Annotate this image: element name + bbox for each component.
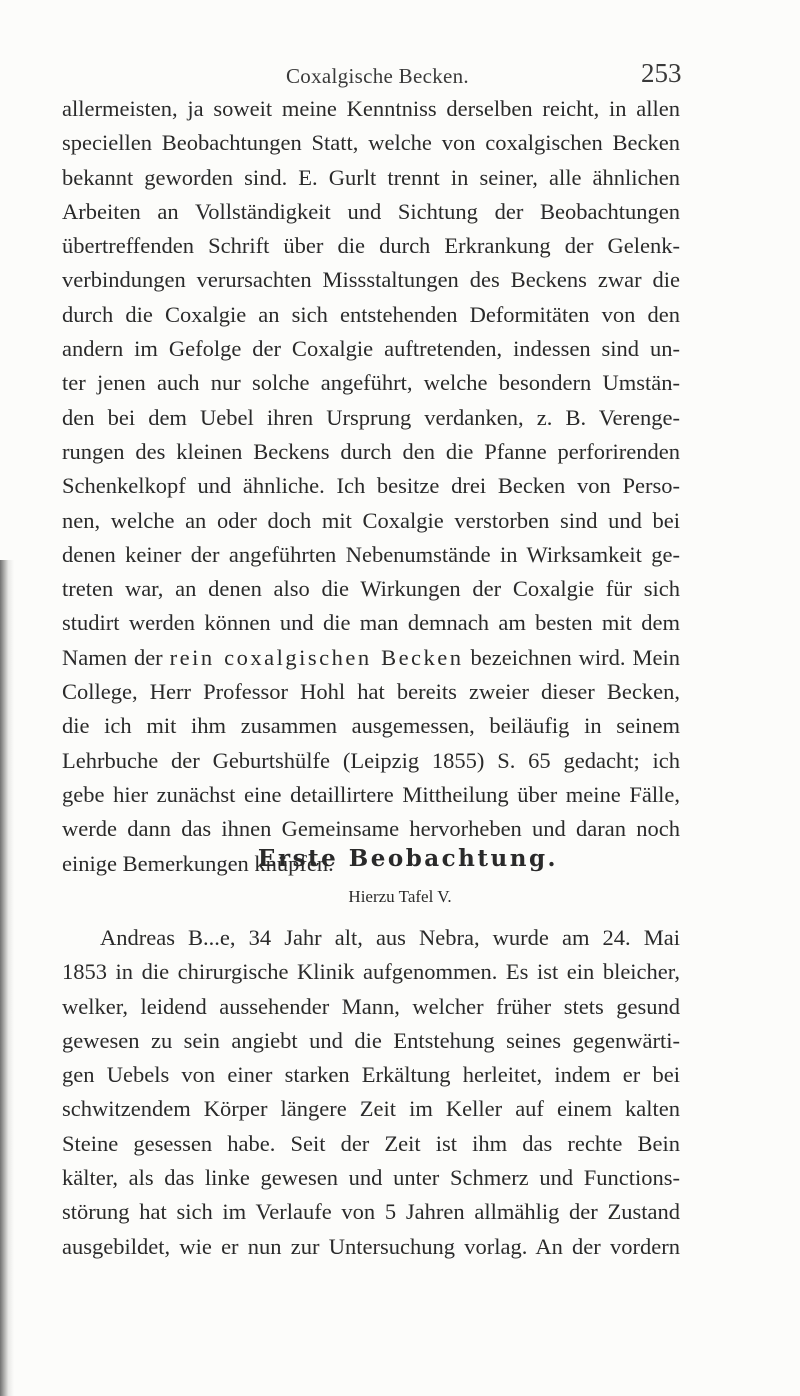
text-line: gen Uebels von einer starken Erkältung herleitet, indem er bei [62,1062,680,1088]
text-line: College, Herr Professor Hohl hat bereits zweier dieser Becken, [62,679,680,705]
text-line: Schenkelkopf und ähnliche. Ich besitze drei Becken von Perso- [62,473,680,499]
paragraph-continued [62,92,680,881]
text-line: nen, welche an oder doch mit Coxalgie verstorben sind und bei [62,507,680,533]
text-line: welker, leidend aussehender Mann, welcher früher stets gesund [62,993,680,1019]
text-line: treten war, an denen also die Wirkungen der Coxalgie für sich [62,576,680,602]
text-line: ter jenen auch nur solche angeführt, welche besondern Umstän- [62,370,680,396]
text-line: bekannt geworden sind. E. Gurlt trennt in seiner, alle ähnlichen [62,164,680,190]
text-line: speciellen Beobachtungen Statt, welche von coxalgischen Becken [62,130,680,156]
text-line: übertreffenden Schrift über die durch Erkrankung der Gelenk- [62,233,680,259]
text-line: schwitzendem Körper längere Zeit im Keller auf einem kalten [62,1096,680,1122]
text-line: werde dann das ihnen Gemeinsame hervorheben und daran noch [62,816,680,842]
running-title: Coxalgische Becken. [286,64,469,88]
text-line: ausgebildet, wie er nun zur Untersuchung vorlag. An der vordern [62,1233,680,1259]
page-number: 253 [641,58,682,88]
text-line: rungen des kleinen Beckens durch den die Pfanne perforirenden [62,438,680,464]
text-line: verbindungen verursachten Missstaltungen des Beckens zwar die [62,267,680,293]
text-line: einige Bemerkungen knüpfen. [62,850,334,876]
text-line: Andreas B...e, 34 Jahr alt, aus Nebra, wurde am 24. Mai [100,925,680,950]
text-line: den bei dem Uebel ihren Ursprung verdanken, z. B. Verenge- [62,404,680,430]
section-subheading: Hierzu Tafel V. [348,887,452,906]
text-line: allermeisten, ja soweit meine Kenntniss derselben reicht, in allen [62,96,680,121]
text-line: gebe hier zunächst eine detaillirtere Mittheilung über meine Fälle, [62,781,680,807]
text-line: Lehrbuche der Geburtshülfe (Leipzig 1855) S. 65 gedacht; ich [62,747,680,773]
text-line: andern im Gefolge der Coxalgie auftretenden, indessen sind un- [62,336,680,362]
text-line: kälter, als das linke gewesen und unter Schmerz und Functions- [62,1165,680,1191]
text-fragment: Namen der [62,644,163,670]
text-line: 1853 in die chirurgische Klinik aufgenommen. Es ist ein bleicher, [62,959,680,985]
paragraph-case-one [62,921,680,1264]
text-line-spaced-term [62,641,680,675]
text-line: Arbeiten an Vollständigkeit und Sichtung der Beobachtungen [62,198,680,224]
page-edge-shadow [0,560,14,1396]
text-line: studirt werden können und die man demnach am besten mit dem [62,610,680,636]
text-line: Steine gesessen habe. Seit der Zeit ist ihm das rechte Bein [62,1130,680,1156]
spaced-term: rein coxalgischen Becken [169,644,464,670]
section-heading: Erste Beobachtung. [257,845,559,872]
text-fragment: bezeichnen wird. Mein [470,644,681,670]
text-line: denen keiner der angeführten Nebenumstände in Wirksamkeit ge- [62,541,680,567]
text-line: durch die Coxalgie an sich entstehenden Deformitäten von den [62,301,680,327]
text-line: gewesen zu sein angiebt und die Entstehung seines gegenwärti- [62,1027,680,1053]
text-line: die ich mit ihm zusammen ausgemessen, beiläufig in seinem [62,713,680,739]
text-line: störung hat sich im Verlaufe von 5 Jahren allmählig der Zustand [62,1199,680,1225]
